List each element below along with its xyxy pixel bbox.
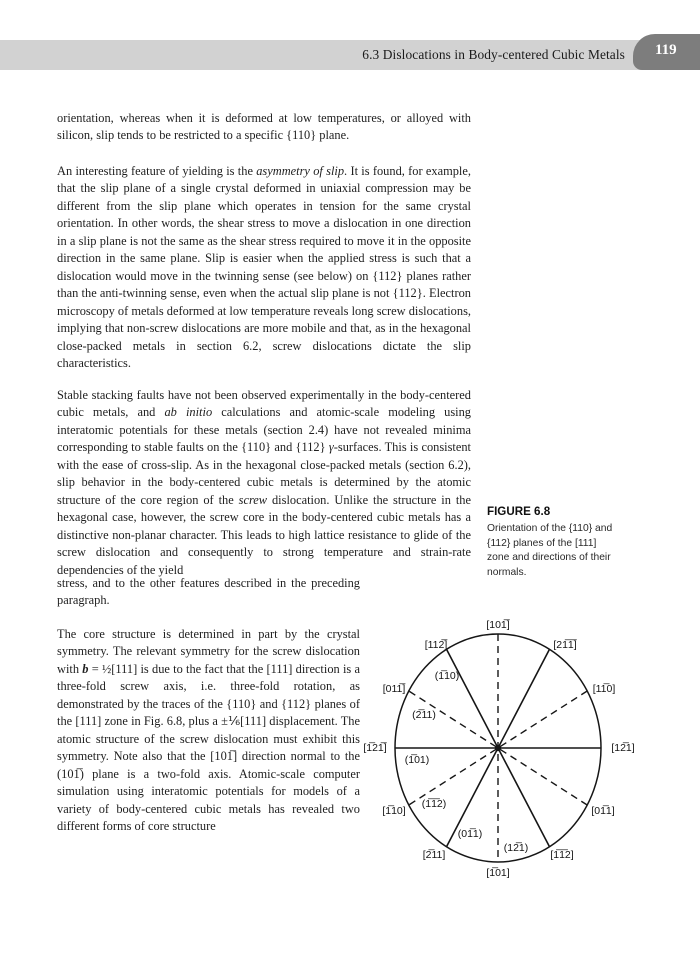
direction-label-right: [12̅1] (611, 742, 635, 754)
plane-label-01bar1: (01̅1) (457, 828, 483, 840)
page-number: 119 (655, 42, 677, 58)
section-header-title: 6.3 Dislocations in Body-centered Cubic Metals (362, 47, 625, 62)
plane-label-1bar01: (1̅01) (404, 754, 430, 766)
figure-caption-text: Orientation of the {110} and {112} planes of the [111] zone and directions of their normals. (487, 523, 613, 578)
paragraph-stacking-faults: Stable stacking faults have not been observed experimentally in the body-centered cubic metals, and ab initio calculations and atomic-scale modeling using interatomic potentials for these metals (section 2.4) have not revealed minima corresponding to stable faults on the {110} and {112} γ-surfaces. This is consistent with the ease of cross-slip. As in the hexagonal close-packed metals (section 6.2), slip behavior in the body-centered cubic metals is determined by the atomic structure of the core region of the screw dislocation. Unlike the structure in the hexagonal case, however, the screw core in the body-centered cubic metals has a distinctive non-planar character. This leads to high lattice resistance to glide of the screw dislocation and consequently to strong temperature and strain-rate dependencies of the yield (57, 388, 472, 577)
plane-label-1bar10: (1̅10) (434, 670, 460, 682)
direction-label-left: [1̅21̅] (363, 742, 387, 754)
direction-label-right-lower: [01̅1] (591, 805, 615, 817)
zone-center-dot (495, 745, 501, 751)
page-number-badge (633, 34, 700, 70)
paragraph-orientation: orientation, whereas when it is deformed at low temperatures, or alloyed with silicon, slip tends to be restricted to a specific {110} plane. (57, 111, 471, 143)
direction-label-bottom: [1̅01] (486, 867, 510, 879)
plane-label-1bar1bar2: (1̅1̅2) (421, 798, 447, 810)
plane-label-2bar11: (2̅11) (412, 709, 436, 721)
direction-label-right-upper: [11̅0] (592, 683, 616, 695)
figure-label: FIGURE 6.8 (487, 505, 551, 518)
direction-label-left-upper: [011̅] (382, 683, 406, 695)
figure-caption-block (487, 505, 619, 580)
running-header-band (0, 40, 700, 70)
direction-label-lower-left: [2̅11] (422, 849, 446, 861)
figure-6-8-zone-diagram (350, 608, 658, 900)
paragraph-core-structure: The core structure is determined in part by the crystal symmetry. The relevant symmetry for the screw dislocation with b = ½[111] is due to the fact that the [111] direction is a three-fold screw axis, i.e. three-fold rotation, as demonstrated by the traces of the {110} and {112} planes of the [111] zone in Fig. 6.8, plus a ±⅙[111] displacement. The atomic structure of the screw dislocation must exhibit this symmetry. Note also that the [101̅] direction normal to the (101̅) plane is a two-fold axis. Atomic-scale computer simulation using interatomic potentials for models of a variety of body-centered cubic metals has revealed two different forms of core structure (57, 627, 360, 833)
paragraph-asymmetry-of-slip: An interesting feature of yielding is the asymmetry of slip. It is found, for example, that the slip plane of a single crystal deformed in uniaxial compression may be different from the slip plane which operates in tension for the same crystal orientation. In other words, the shear stress to move a dislocation in one direction in a slip plane is not the same as the shear stress required to move it in the opposite direction in the same plane. Slip is easier when the applied stress is such that a dislocation would move in the twinning sense (see below) on {112} planes rather than the anti-twinning sense, even when the actual slip plane is not {112}. Electron microscopy of metals deformed at low temperature reveals long screw dislocations, implying that non-screw dislocations are more mobile and that, as in the hexagonal close-packed metals in section 6.2, screw dislocations dictate the slip characteristics. (57, 164, 471, 370)
direction-label-top: [101̅] (486, 619, 510, 631)
direction-label-left-lower: [1̅10] (382, 805, 406, 817)
paragraph-stacking-faults-continued: stress, and to the other features described in the preceding paragraph. (57, 576, 360, 608)
direction-label-lower-right: [1̅1̅2] (550, 849, 574, 861)
direction-label-upper-left: [112̅] (424, 639, 448, 651)
plane-label-12bar1: (12̅1) (503, 842, 529, 854)
direction-label-upper-right: [21̅1̅] (553, 639, 577, 651)
